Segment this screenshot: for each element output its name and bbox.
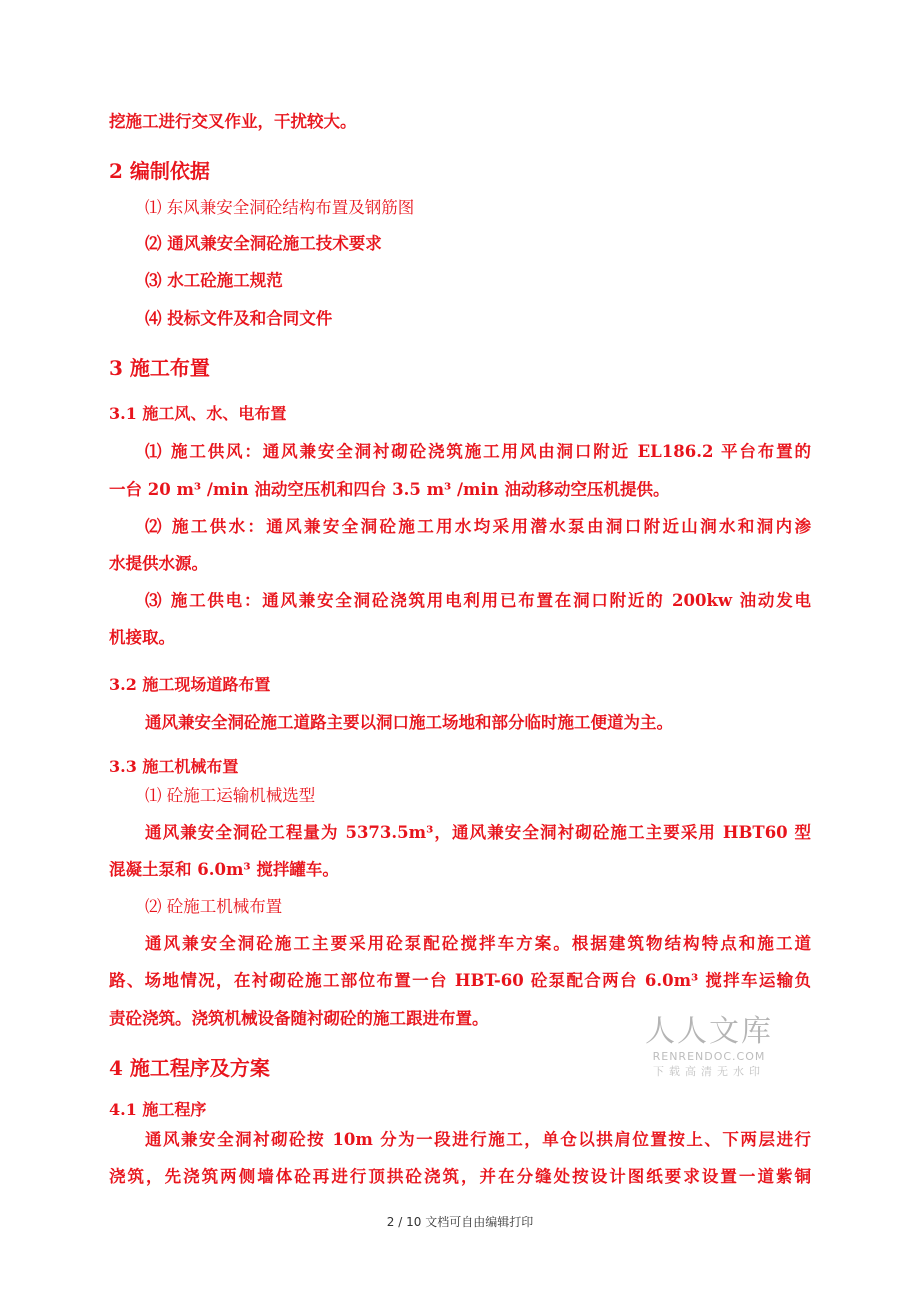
paragraph-water-supply-line-1: ⑵ 施工供水：通风兼安全洞砼施工用水均采用潜水泵由洞口附近山涧水和洞内渗	[145, 517, 811, 536]
list-item-basis-4: ⑷ 投标文件及和合同文件	[145, 309, 333, 328]
paragraph-power-supply-line-2: 机接取。	[109, 628, 175, 647]
heading-section-3-3: 3.3 施工机械布置	[109, 757, 239, 776]
list-item-basis-2: ⑵ 通风兼安全洞砼施工技术要求	[145, 234, 382, 253]
paragraph-power-supply-line-1: ⑶ 施工供电：通风兼安全洞砼浇筑用电利用已布置在洞口附近的 200kw 油动发电	[145, 591, 811, 610]
subheading-machinery-selection: ⑴ 砼施工运输机械选型	[145, 786, 316, 805]
heading-section-4-1: 4.1 施工程序	[109, 1100, 207, 1119]
paragraph-procedure-line-2: 浇筑，先浇筑两侧墙体砼再进行顶拱砼浇筑，并在分缝处按设计图纸要求设置一道紫铜	[109, 1167, 811, 1186]
paragraph-quantity-line-2: 混凝土泵和 6.0m³ 搅拌罐车。	[109, 860, 339, 879]
paragraph-quantity-line-1: 通风兼安全洞砼工程量为 5373.5m³，通风兼安全洞衬砌砼施工主要采用 HBT60 型	[145, 823, 811, 842]
paragraph-water-supply-line-2: 水提供水源。	[109, 554, 208, 573]
watermark-subtitle: 下载高清无水印	[653, 1065, 765, 1078]
subheading-machinery-layout: ⑵ 砼施工机械布置	[145, 897, 283, 916]
paragraph-road-layout: 通风兼安全洞砼施工道路主要以洞口施工场地和部分临时施工便道为主。	[145, 713, 673, 732]
paragraph-procedure-line-1: 通风兼安全洞衬砌砼按 10m 分为一段进行施工，单仓以拱肩位置按上、下两层进行	[145, 1130, 811, 1149]
paragraph-pump-plan-line-3: 责砼浇筑。浇筑机械设备随衬砌砼的施工跟进布置。	[109, 1009, 489, 1028]
watermark-logo	[640, 1014, 778, 1079]
paragraph-pump-plan-line-2: 路、场地情况，在衬砌砼施工部位布置一台 HBT-60 砼泵配合两台 6.0m³ 搅拌车运输负	[109, 971, 811, 990]
watermark-domain: RENRENDOC.COM	[652, 1050, 766, 1063]
paragraph-pump-plan-line-1: 通风兼安全洞砼施工主要采用砼泵配砼搅拌车方案。根据建筑物结构特点和施工道	[145, 934, 811, 953]
list-item-basis-1: ⑴ 东风兼安全洞砼结构布置及钢筋图	[145, 198, 415, 217]
heading-section-3: 3 施工布置	[109, 356, 210, 380]
watermark-title: 人人文库	[645, 1014, 773, 1049]
paragraph-continuation: 挖施工进行交叉作业，干扰较大。	[109, 112, 357, 131]
page-footer: 2 / 10 文档可自由编辑打印	[386, 1215, 534, 1229]
heading-section-3-1: 3.1 施工风、水、电布置	[109, 404, 287, 423]
heading-section-2: 2 编制依据	[109, 159, 210, 183]
list-item-basis-3: ⑶ 水工砼施工规范	[145, 271, 283, 290]
heading-section-4: 4 施工程序及方案	[109, 1056, 270, 1080]
paragraph-air-supply-line-1: ⑴ 施工供风：通风兼安全洞衬砌砼浇筑施工用风由洞口附近 EL186.2 平台布置的	[145, 442, 811, 461]
heading-section-3-2: 3.2 施工现场道路布置	[109, 675, 271, 694]
paragraph-air-supply-line-2: 一台 20 m³ /min 油动空压机和四台 3.5 m³ /min 油动移动空压机提供。	[109, 480, 670, 499]
